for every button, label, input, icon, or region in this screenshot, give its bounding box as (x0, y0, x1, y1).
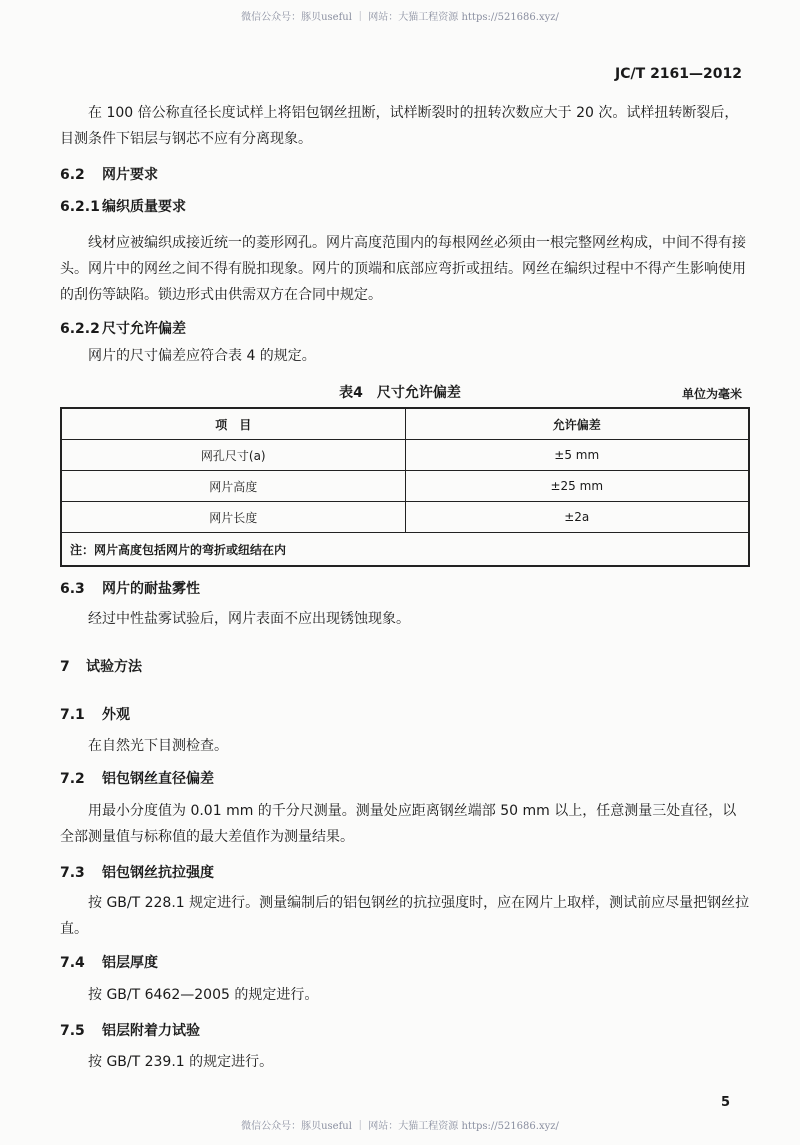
table-row (61, 440, 749, 471)
table-header-cell: 项 目 (61, 408, 405, 440)
paragraph-7-3: 按 GB/T 228.1 规定进行。测量编制后的铝包钢丝的抗拉强度时，应在网片上取样，测试前应尽量把钢丝拉直。 (60, 895, 750, 937)
paragraph-6-2-2: 网片的尺寸偏差应符合表 4 的规定。 (88, 348, 316, 364)
heading-7-4 (60, 952, 158, 972)
heading-number: 7.4 (60, 955, 85, 971)
heading-number: 7 (60, 659, 70, 675)
table-cell: 网片高度 (61, 471, 405, 502)
heading-title: 铝包钢丝抗拉强度 (102, 865, 214, 881)
watermark-bottom: 微信公众号：豚贝useful ｜ 网站：大猫工程资源 https://521686.xyz/ (241, 1121, 559, 1132)
heading-title: 网片的耐盐雾性 (102, 581, 200, 597)
table-note: 注：网片高度包括网片的弯折或纽结在内 (61, 533, 749, 567)
page-number: 5 (720, 1095, 730, 1110)
heading-title: 网片要求 (102, 167, 158, 183)
heading-7-2 (60, 768, 214, 788)
heading-title: 试验方法 (86, 659, 142, 675)
standard-code: JC/T 2161—2012 (615, 66, 742, 82)
paragraph-7-5: 按 GB/T 239.1 的规定进行。 (88, 1054, 274, 1070)
paragraph-intro: 在 100 倍公称直径长度试样上将铝包钢丝扭断，试样断裂时的扭转次数应大于 20 次。试样扭转断裂后，目测条件下铝层与钢芯不应有分离现象。 (60, 105, 739, 147)
heading-number: 6.2.1 (60, 199, 100, 215)
paragraph-7-1: 在自然光下目测检查。 (88, 738, 228, 754)
heading-number: 7.3 (60, 865, 85, 881)
heading-6-3 (60, 578, 200, 598)
heading-title: 铝层附着力试验 (102, 1023, 200, 1039)
heading-7-3 (60, 862, 214, 882)
heading-title: 铝层厚度 (102, 955, 158, 971)
paragraph-6-2-1: 线材应被编织成接近统一的菱形网孔。网片高度范围内的每根网丝必须由一根完整网丝构成，中间不得有接头。网片中的网丝之间不得有脱扣现象。网片的顶端和底部应弯折或扭结。网丝在编织过程中不得产生影响使用的刮伤等缺陷。锁边形式由供需双方在合同中规定。 (60, 235, 746, 303)
table-row (61, 502, 749, 533)
heading-7-5 (60, 1020, 200, 1040)
table-header-cell: 允许偏差 (405, 408, 749, 440)
heading-number: 7.2 (60, 771, 85, 787)
heading-7-1 (60, 704, 130, 724)
table-cell: ±2a (405, 502, 749, 533)
heading-number: 6.2.2 (60, 321, 100, 337)
heading-6-2 (60, 164, 158, 184)
table-cell: 网孔尺寸(a) (61, 440, 405, 471)
table-cell: ±5 mm (405, 440, 749, 471)
heading-6-2-2 (60, 318, 186, 338)
paragraph-7-2: 用最小分度值为 0.01 mm 的千分尺测量。测量处应距离钢丝端部 50 mm 以上，任意测量三处直径，以全部测量值与标称值的最大差值作为测量结果。 (60, 803, 737, 845)
watermark-top: 微信公众号：豚贝useful ｜ 网站：大猫工程资源 https://521686.xyz/ (241, 12, 559, 23)
table-unit: 单位为毫米 (681, 387, 742, 401)
heading-number: 6.3 (60, 581, 85, 597)
heading-number: 7.5 (60, 1023, 85, 1039)
paragraph-6-3: 经过中性盐雾试验后，网片表面不应出现锈蚀现象。 (88, 611, 410, 627)
heading-title: 尺寸允许偏差 (102, 321, 186, 337)
heading-7 (60, 656, 142, 676)
table-caption: 表4 尺寸允许偏差 (339, 385, 461, 401)
table-cell: 网片长度 (61, 502, 405, 533)
heading-number: 6.2 (60, 167, 85, 183)
heading-title: 外观 (102, 707, 130, 723)
paragraph-7-4: 按 GB/T 6462—2005 的规定进行。 (88, 987, 319, 1003)
heading-title: 铝包钢丝直径偏差 (102, 771, 214, 787)
table-cell: ±25 mm (405, 471, 749, 502)
table-note-row (61, 533, 749, 567)
heading-title: 编织质量要求 (102, 199, 186, 215)
tolerance-table (60, 407, 750, 567)
table-row (61, 471, 749, 502)
heading-6-2-1 (60, 196, 186, 216)
table-header-row (61, 408, 749, 440)
heading-number: 7.1 (60, 707, 85, 723)
